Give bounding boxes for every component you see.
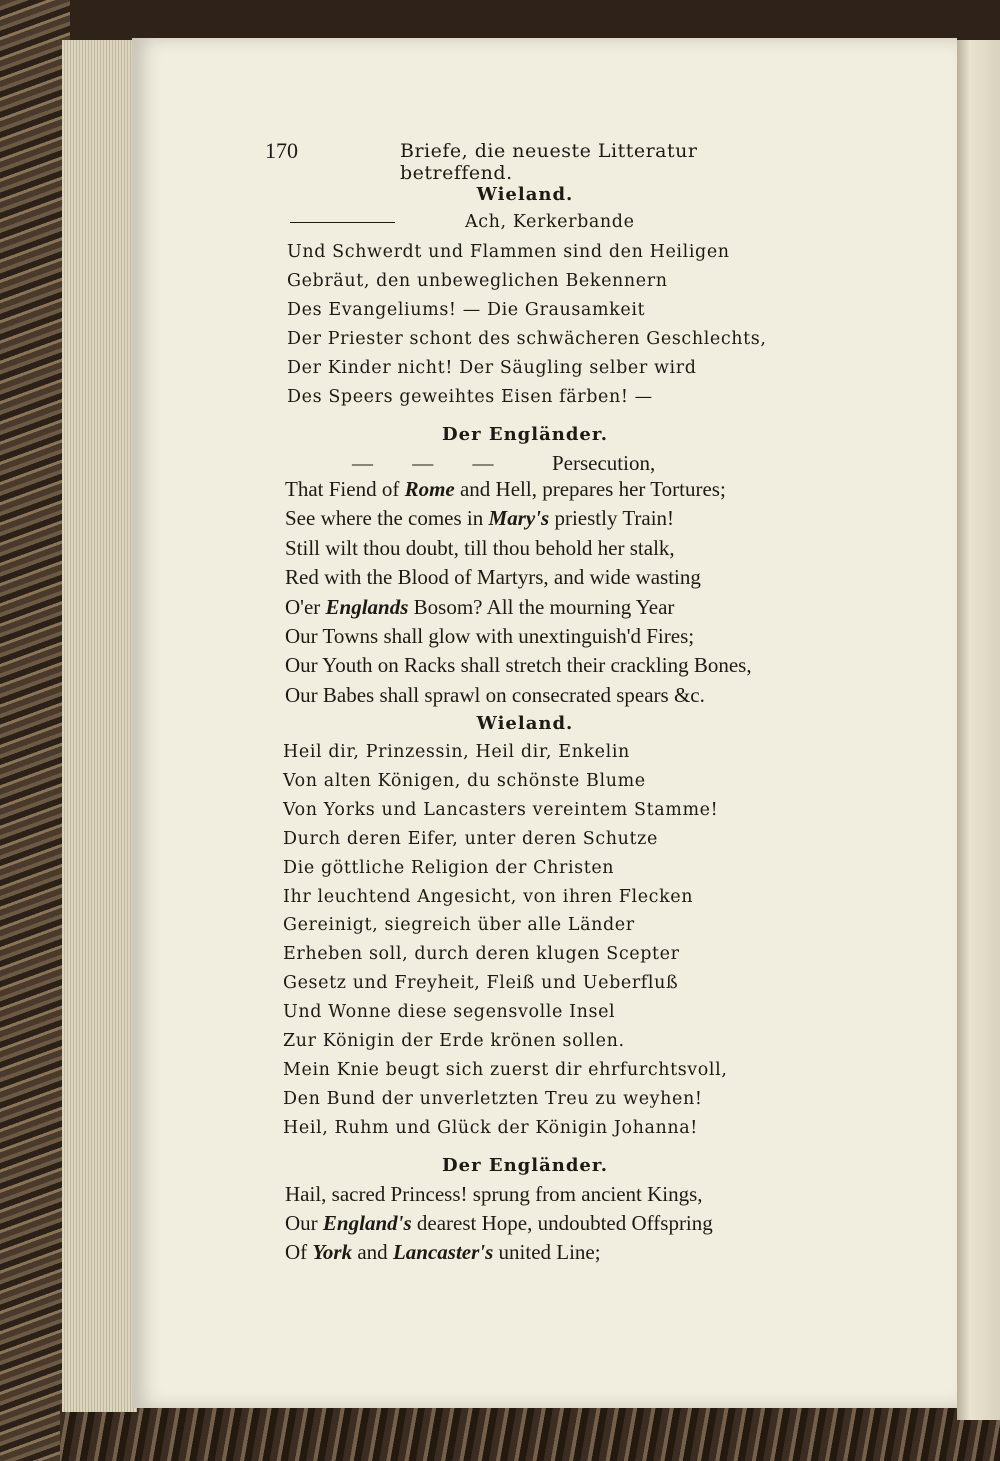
- verse-line-de: Heil, Ruhm und Glück der Königin Johanna!: [283, 1117, 698, 1138]
- verse-line-de: Die göttliche Religion der Christen: [283, 857, 615, 878]
- book-cover-bottom: [60, 1405, 1000, 1461]
- dash-run: — — —: [352, 451, 494, 475]
- page-edges: [62, 40, 137, 1412]
- verse-line-de: Der Kinder nicht! Der Säugling selber wird: [287, 358, 697, 378]
- verse-line-de: Des Speers geweihtes Eisen färben! —: [287, 387, 653, 407]
- verse-line-de: Von alten Königen, du schönste Blume: [283, 770, 646, 791]
- verse-line-de: Den Bund der unverletzten Treu zu weyhen!: [283, 1088, 703, 1109]
- book-cover-left: [0, 0, 70, 1461]
- verse-line-de: Und Wonne diese segensvolle Insel: [283, 1002, 616, 1023]
- long-dash: [290, 222, 395, 223]
- speaker-heading: Der Engländer.: [442, 1155, 608, 1176]
- verse-line-en: [285, 683, 705, 708]
- verse-line-en: [285, 477, 726, 502]
- text-run: and: [352, 1240, 393, 1264]
- verse-line-en: [285, 536, 675, 561]
- verse-line-en: Persecution,: [552, 451, 656, 475]
- verse-line-en: [285, 653, 752, 678]
- text-run: dearest Hope, undoubted Offspring: [411, 1211, 713, 1235]
- speaker-heading: Wieland.: [476, 713, 574, 734]
- verse-line-de: Zur Königin der Erde krönen sollen.: [283, 1031, 625, 1051]
- verse-line-en: [285, 1211, 713, 1236]
- text-run: Hail, sacred Princess! sprung from ancient Kings,: [285, 1182, 703, 1206]
- verse-line-de: [290, 212, 635, 232]
- emphasis: Englands: [325, 594, 409, 619]
- text-run: Our Youth on Racks shall stretch their crackling Bones,: [285, 653, 752, 678]
- text-run: That Fiend of: [285, 477, 405, 501]
- verse-line-de: Erheben soll, durch deren klugen Scepter: [283, 944, 680, 965]
- text-run: Of: [285, 1240, 313, 1264]
- verse-line-de: Der Priester schont des schwächeren Geschlechts,: [287, 329, 767, 349]
- verse-line-de: Heil dir, Prinzessin, Heil dir, Enkelin: [283, 742, 630, 762]
- verse-line-de: Von Yorks und Lancasters vereintem Stamme!: [283, 799, 719, 820]
- text-run: Our: [285, 1211, 323, 1235]
- speaker-heading: Der Engländer.: [442, 424, 608, 445]
- speaker-heading: Wieland.: [476, 184, 574, 205]
- verse-line-en: [285, 595, 674, 620]
- text-run: Ach, Kerkerbande: [465, 212, 635, 232]
- verse-line-en: [285, 624, 694, 649]
- text-run: priestly Train!: [549, 506, 675, 531]
- verse-line-de: Gebräut, den unbeweglichen Bekennern: [287, 271, 668, 291]
- verse-line-de: Durch deren Eifer, unter deren Schutze: [283, 828, 658, 849]
- text-run: united Line;: [493, 1240, 601, 1264]
- emphasis: Lancaster's: [392, 1240, 494, 1264]
- text-run: Bosom? All the mourning Year: [408, 594, 675, 619]
- verse-line-en: [285, 1182, 703, 1207]
- text-run: O'er: [285, 594, 326, 619]
- verse-line-de: Ihr leuchtend Angesicht, von ihren Flecken: [283, 886, 694, 907]
- emphasis: York: [312, 1240, 353, 1264]
- emphasis: Mary's: [488, 506, 550, 531]
- verse-line-de: Gereinigt, siegreich über alle Länder: [283, 915, 635, 936]
- page-number: 170: [265, 138, 298, 163]
- facing-page-edge: [957, 40, 1000, 1420]
- text-run: Red with the Blood of Martyrs, and wide wasting: [285, 565, 701, 590]
- verse-line-de: Des Evangeliums! — Die Grausamkeit: [287, 300, 646, 320]
- verse-line-de: Und Schwerdt und Flammen sind den Heiligen: [287, 242, 730, 262]
- text-run: and Hell, prepares her Tortures;: [454, 477, 726, 501]
- text-run: See where the comes in: [285, 506, 489, 531]
- text-run: Our Babes shall sprawl on consecrated spears &c.: [285, 682, 705, 707]
- text-run: Still wilt thou doubt, till thou behold her stalk,: [285, 535, 675, 560]
- verse-line-en: [285, 506, 674, 531]
- running-title: Briefe, die neueste Litteratur betreffend.: [400, 140, 698, 184]
- text-run: Our Towns shall glow with unextinguish'd Fires;: [285, 624, 695, 648]
- verse-line-en: [285, 565, 701, 590]
- emphasis: Rome: [404, 477, 455, 501]
- verse-line-de: Gesetz und Freyheit, Fleiß und Ueberfluß: [283, 973, 679, 994]
- verse-line-en: [285, 1240, 601, 1265]
- verse-line-de: Mein Knie beugt sich zuerst dir ehrfurchtsvoll,: [283, 1059, 728, 1080]
- emphasis: England's: [322, 1211, 412, 1235]
